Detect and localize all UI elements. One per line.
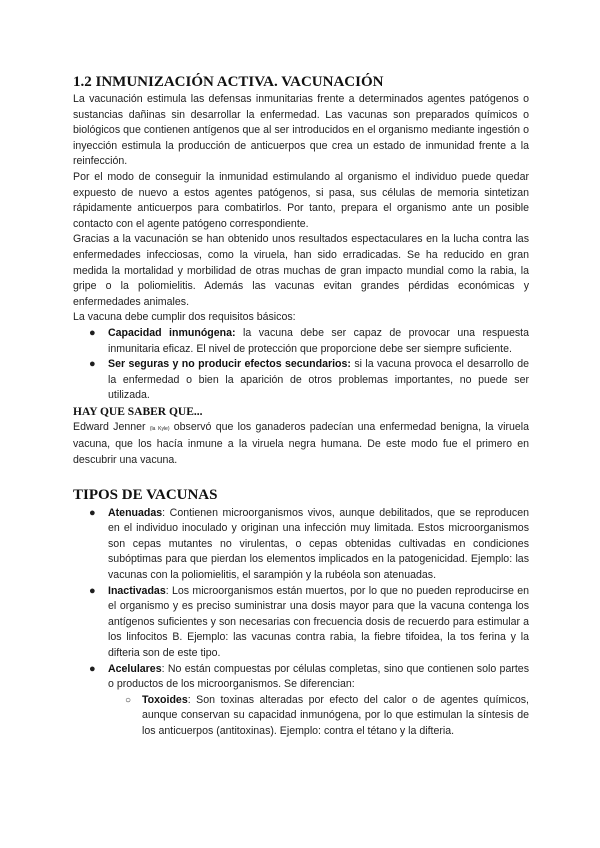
bullet-icon: ●: [89, 662, 96, 675]
list-item-term: Capacidad inmunógena:: [108, 326, 236, 339]
list-item-text: : Contienen microorganismos vivos, aunque debilitados, que se reproducen en el individuo inoculado y originan una infección muy limitada. Estos microorganismos son cepas mutantes no virulentas, o cepas obtenidas cultivadas en condiciones subóptimas para que pierdan los elementos implicados en la patogenicidad. Ejemplo: las vacunas con la poliomielitis, el sarampión y la rubéola son atenuadas.: [108, 506, 529, 582]
list-item: [73, 584, 529, 662]
acellular-subtypes-list: [108, 693, 529, 740]
note-tiny-text: (la Kyle): [149, 425, 170, 432]
paragraph: La vacuna debe cumplir dos requisitos básicos:: [73, 311, 296, 324]
list-item-term: Inactivadas: [108, 584, 166, 597]
sublist-item-term: Toxoides: [142, 693, 188, 706]
section-title-tipos: TIPOS DE VACUNAS: [73, 486, 218, 503]
sublist-item-text: : Son toxinas alteradas por efecto del calor o de agentes químicos, aunque conservan su capacidad inmunógena, por lo que estimulan la síntesis de los anticuerpos (antitoxinas). Ejemplo: contra el tétano y la difteria.: [142, 693, 529, 737]
list-item-text: : Los microorganismos están muertos, por lo que no pueden reproducirse en el organismo y es preciso suministrar una dosis mayor para que la vacuna contenga los antígenos suficientes y son necesarias con frecuencia dosis de recuerdo para estimular a los linfocitos B. Ejemplo: las vacunas contra rabia, la fiebre tifoidea, la tos ferina y la difteria son de este tipo.: [108, 584, 529, 659]
note-text: observó que los ganaderos padecían una enfermedad benigna, la viruela vacuna, que los hacía inmune a la viruela negra humana. De este modo fue el primero en descubrir una vacuna.: [73, 420, 529, 467]
note-name: Edward Jenner: [73, 420, 150, 433]
list-item: [73, 357, 529, 404]
paragraph: Por el modo de conseguir la inmunidad estimulando al organismo el individuo puede quedar expuesto de nuevo a estos agentes patógenos, si pasa, sus células de memoria sintetizan rápidamente anticuerpos para combatirlos. Por tanto, prepara el organismo ante un posible contacto con el agente patógeno correspondiente.: [73, 170, 529, 230]
list-item-text: la vacuna debe ser capaz de provocar una respuesta inmunitaria eficaz. El nivel de protección que proporcione debe ser siempre suficiente.: [108, 326, 529, 355]
paragraph: La vacunación estimula las defensas inmunitarias frente a determinados agentes patógenos o sustancias dañinas sin desarrollar la enfermedad. Las vacunas son preparados químicos o biológicos que contienen antígenos que al ser introducidos en el organismo mediante ingestión o inyección estimula la producción de anticuerpos que crea un estado de inmunidad frente a la reinfección.: [73, 93, 529, 168]
sublist-wrapper: [73, 693, 529, 740]
bullet-icon: ●: [89, 506, 96, 519]
bullet-icon: ●: [89, 358, 96, 371]
section-title-inmunizacion: 1.2 INMUNIZACIÓN ACTIVA. VACUNACIÓN: [73, 74, 384, 90]
bullet-icon: ●: [89, 584, 96, 597]
list-item: [73, 506, 529, 584]
circle-bullet-icon: ○: [125, 694, 132, 706]
sublist-item: [108, 693, 529, 740]
list-item-term: Atenuadas: [108, 506, 163, 519]
list-item-term: Acelulares: [108, 662, 162, 675]
list-item-text: : No están compuestas por células completas, sino que contienen solo partes o productos de los microorganismos. Se diferencian:: [108, 662, 529, 691]
document-page: [73, 72, 529, 740]
note-paragraph: [73, 420, 529, 469]
vaccine-types-list: [73, 506, 529, 693]
list-item: [73, 662, 529, 693]
bullet-icon: ●: [89, 326, 96, 339]
requirements-list: [73, 326, 529, 404]
paragraph: Gracias a la vacunación se han obtenido unos resultados espectaculares en la lucha contra las enfermedades infecciosas, como la viruela, han sido erradicadas. Se ha reducido en gran medida la mortalidad y morbilidad de otras muchas de gran impacto mundial como la rabia, la gripe o la poliomielitis. Además las vacunas evitan grandes pérdidas económicas y enfermedades animales.: [73, 233, 529, 308]
list-item-text: si la vacuna provoca el desarrollo de la enfermedad o bien la aparición de otros problemas importantes, no puede ser utilizada.: [108, 358, 529, 402]
note-title: HAY QUE SABER QUE...: [73, 405, 203, 418]
list-item-term: Ser seguras y no producir efectos secundarios:: [108, 358, 351, 371]
list-item: [73, 326, 529, 357]
